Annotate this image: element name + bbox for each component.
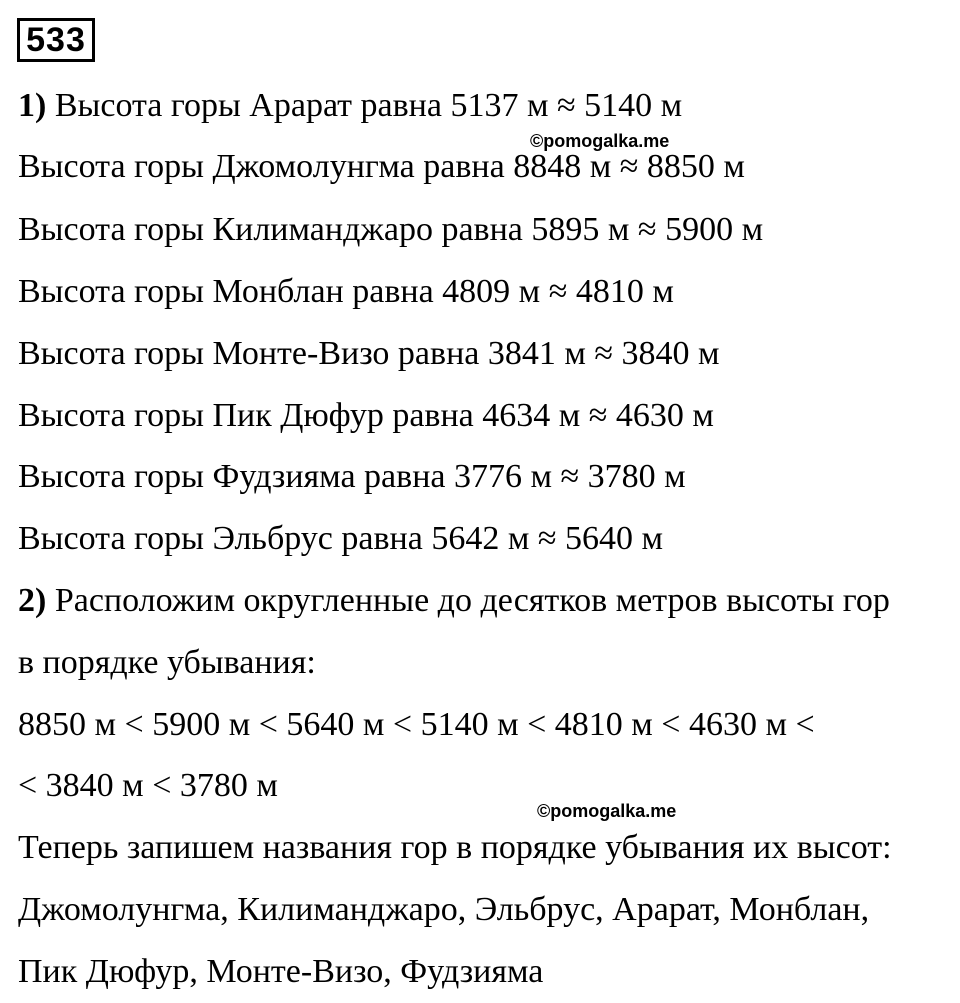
watermark-bottom: ©pomogalka.me bbox=[537, 801, 677, 821]
part1-first-line bbox=[18, 86, 682, 126]
watermark-top: ©pomogalka.me bbox=[530, 131, 670, 151]
part1-line: Высота горы Фудзияма равна 3776 м ≈ 3780 м bbox=[18, 458, 686, 495]
part2-line: Теперь запишем названия гор в порядке убывания их высот: bbox=[18, 829, 892, 866]
part1-first-line-text: Высота горы Арарат равна 5137 м ≈ 5140 м bbox=[54, 87, 683, 124]
part1-line: Высота горы Монблан равна 4809 м ≈ 4810 м bbox=[18, 273, 674, 310]
part1-line: Высота горы Джомолунгма равна 8848 м ≈ 8850 м bbox=[18, 148, 745, 185]
part1-line: Высота горы Килиманджаро равна 5895 м ≈ 5900 м bbox=[18, 211, 764, 248]
part1-line: Высота горы Монте-Визо равна 3841 м ≈ 3840 м bbox=[18, 335, 720, 372]
part1-line: Высота горы Пик Дюфур равна 4634 м ≈ 4630 м bbox=[18, 397, 714, 434]
part2-line: Пик Дюфур, Монте-Визо, Фудзияма bbox=[18, 953, 544, 990]
part2-label: 2) bbox=[18, 582, 47, 619]
part1-label: 1) bbox=[18, 87, 47, 124]
part2-line: Джомолунгма, Килиманджаро, Эльбрус, Арарат, Монблан, bbox=[18, 891, 870, 928]
part1-line: Высота горы Эльбрус равна 5642 м ≈ 5640 м bbox=[18, 520, 664, 557]
task-number-box: 533 bbox=[17, 18, 95, 62]
part2-line: в порядке убывания: bbox=[18, 644, 316, 681]
part2-first-line bbox=[18, 581, 890, 621]
part2-line: < 3840 м < 3780 м bbox=[18, 767, 278, 804]
part2-first-line-text: Расположим округленные до десятков метров высоты гор bbox=[54, 582, 890, 619]
part2-line: 8850 м < 5900 м < 5640 м < 5140 м < 4810 м < 4630 м < bbox=[18, 706, 815, 743]
